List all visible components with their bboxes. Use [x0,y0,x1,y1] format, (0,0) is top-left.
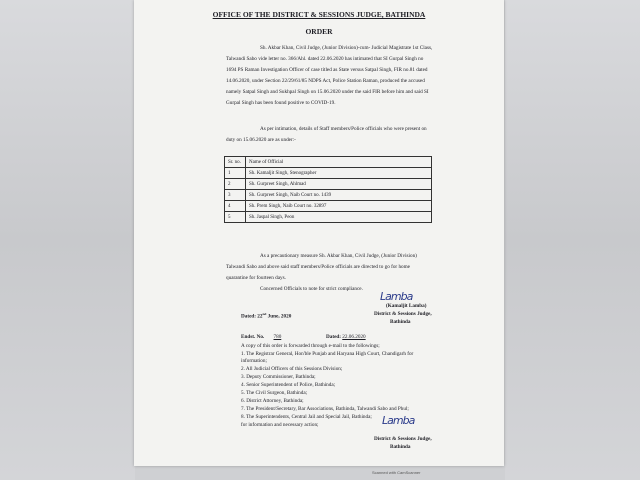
list-item: 3. Deputy Commissioner, Bathinda; [241,374,316,380]
judge-designation-2: District & Sessions Judge, [374,436,432,442]
row-number: 4 [225,201,246,212]
endorsement-intro: A copy of this order is forwarded through e-mail to the followings; [241,343,380,349]
background-right [505,0,640,480]
endorsement-number: Endst. No. 780 [241,334,282,340]
list-item: 7. The President/Secretary, Bar Associations, Bathinda, Talwandi Sabo and Phul; [241,406,409,412]
official-name: Sh. Gurpreet Singh, Ahlmad [246,179,432,190]
list-item: 5. The Civil Surgeon, Bathinda; [241,390,308,396]
official-name: Sh. Kamaljit Singh, Stenographer [246,168,432,179]
column-header: Name of Official [246,157,432,168]
official-name: Sh. Gurpreet Singh, Naib Court no. 1439 [246,190,432,201]
para1-line: 14.06.2020, under Section 22/29/61/85 NDPS Act, Police Station Raman, produced the accused [226,78,425,84]
list-item: 2. All Judicial Officers of this Sessions Division; [241,366,343,372]
list-item: information; [241,358,267,364]
para3-line: quarantine for fourteen days. [226,275,286,281]
table-row [225,168,432,179]
table-row [225,179,432,190]
para1-line: Gurpal Singh has been found positive to COVID-19. [226,100,336,106]
para1-line: 1694 PS Raman Investigation Officer of case titled as State versus Satpal Singh, FIR no.81 dated [226,67,428,73]
row-number: 2 [225,179,246,190]
list-item: 8. The Superintendents, Central Jail and Special Jail, Bathinda; [241,414,372,420]
para2-line: duty on 15.06.2020 are as under:- [226,137,296,143]
judge-place: Bathinda [390,319,411,325]
judge-signature-2: Lamba [382,414,415,427]
official-name: Sh. Prem Singh, Naib Court no. 32897 [246,201,432,212]
table-row [225,212,432,223]
official-name: Sh. Jaspal Singh, Peon [246,212,432,223]
staff-table [224,156,432,223]
judge-place-2: Bathinda [390,444,411,450]
row-number: 5 [225,212,246,223]
para2-line: As per intimation, details of Staff members/Police officials who were present on [260,126,427,132]
table-row [225,190,432,201]
order-document [134,0,504,466]
para1-line: namely Satpal Singh and Sukhpal Singh on 15.06.2020 under the said FIR before him and said SI [226,89,429,95]
endorsement-date: Dated: 22.06.2020 [326,334,366,340]
order-heading: ORDER [305,27,333,36]
judge-signature: Lamba [380,290,413,303]
row-number: 1 [225,168,246,179]
list-item: 6. District Attorney, Bathinda; [241,398,304,404]
para3-line: Talwandi Sabo and above said staff members/Police officials are directed to go for home [226,264,410,270]
para3-line: As a precautionary measure Sh. Akbar Khan, Civil Judge, (Junior Division) [260,253,417,259]
judge-name: (Kamaljit Lamba) [386,303,427,309]
scanner-watermark: Scanned with CamScanner [372,470,421,475]
list-item: 4. Senior Superintendent of Police, Bathinda; [241,382,336,388]
table-row [225,201,432,212]
office-title: OFFICE OF THE DISTRICT & SESSIONS JUDGE, BATHINDA [212,10,426,19]
para4-line: Concerned Officials to note for strict compliance. [260,286,363,292]
para1-line: Talwandi Sabo vide letter no. 366/Ahl. dated 22.06.2020 has intimated that SI Gurpal Singh no [226,56,424,62]
column-header: Sr. no. [225,157,246,168]
order-date: Dated: 22nd June, 2020 [241,312,292,320]
table-header-row [225,157,432,168]
list-item: for information and necessary action; [241,422,319,428]
para1-line: Sh. Akbar Khan, Civil Judge, (Junior Division)-cum- Judicial Magistrate 1st Class, [260,45,433,51]
row-number: 3 [225,190,246,201]
list-item: 1. The Registrar General, Hon'ble Punjab and Haryana High Court, Chandigarh for [241,351,414,357]
background-left [0,0,135,480]
judge-designation: District & Sessions Judge, [374,311,432,317]
